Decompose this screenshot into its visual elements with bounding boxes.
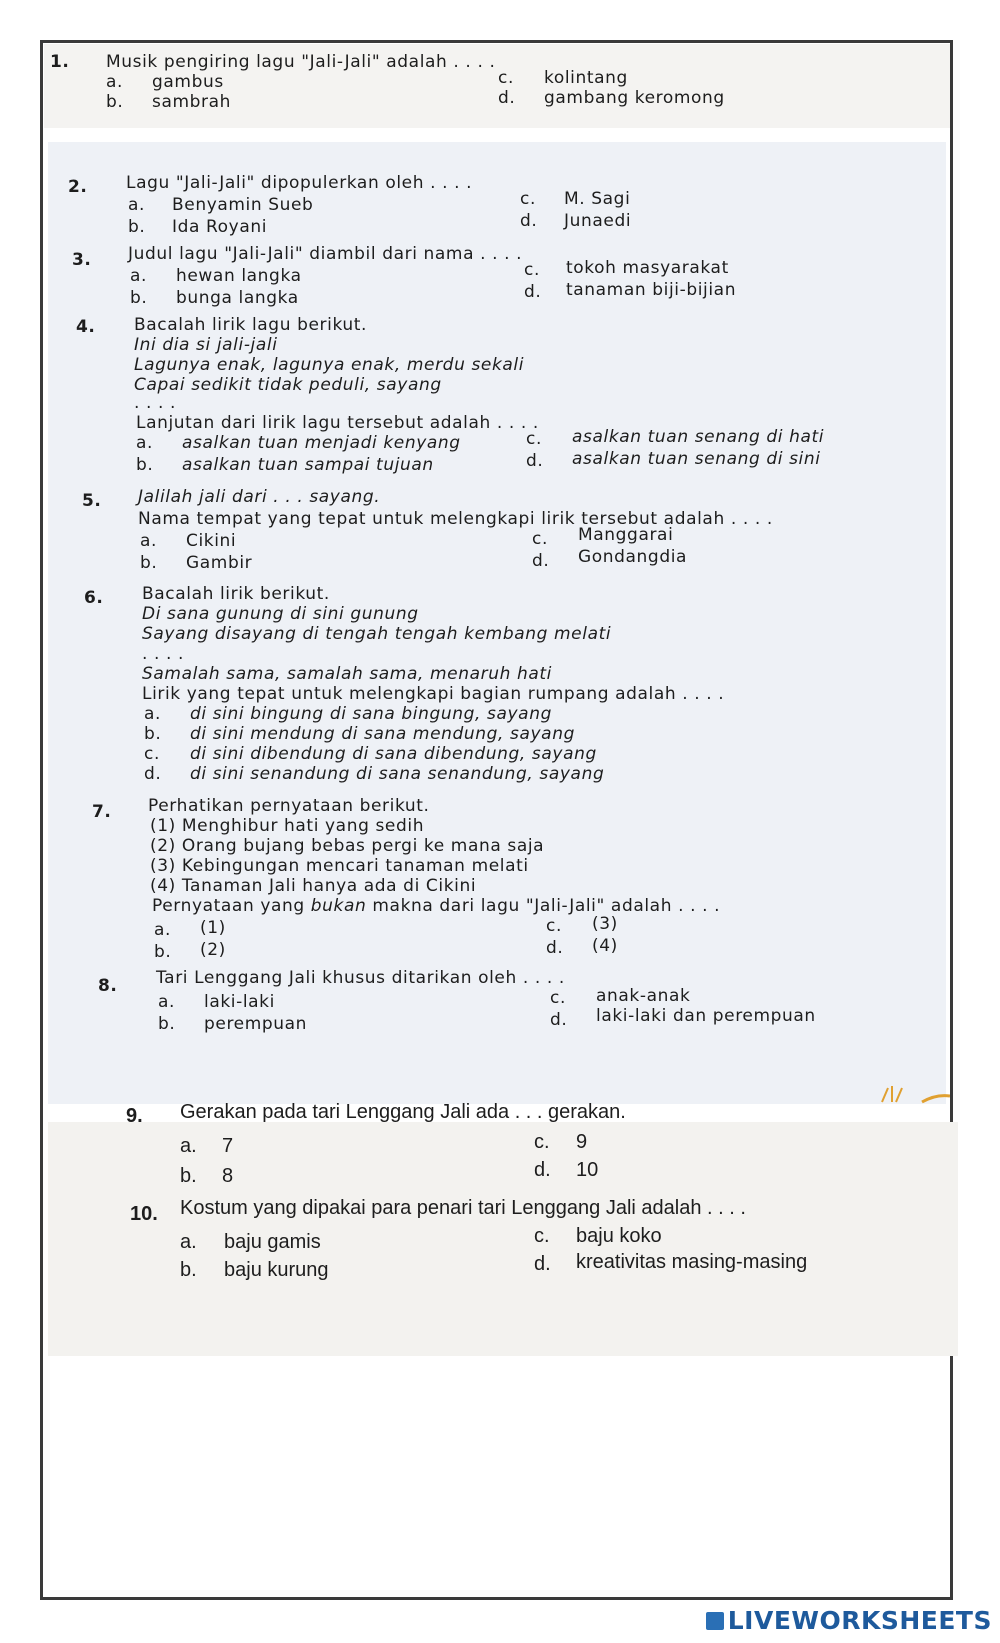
option-d-label: d. [520,211,538,231]
option-a-label: a. [154,920,172,940]
option-b-label: b. [180,1259,197,1281]
question-prompt: Lirik yang tepat untuk melengkapi bagian rumpang adalah . . . . [142,684,725,704]
question-lyric: Jalilah jali dari . . . sayang. [138,487,381,507]
option-b[interactable]: perempuan [204,1014,308,1034]
option-b-label: b. [144,724,162,744]
question-stem: Lagu "Jali-Jali" dipopulerkan oleh . . . . [126,173,473,193]
option-d-label: d. [532,551,550,571]
question-intro: Bacalah lirik lagu berikut. [134,315,368,335]
option-c-label: c. [144,744,160,764]
option-b[interactable]: Gambir [186,553,253,573]
option-b-label: b. [140,553,158,573]
brand-logo [706,1606,992,1635]
question-stem: Tari Lenggang Jali khusus ditarikan oleh . . . . [156,968,565,988]
option-b-label: b. [106,92,124,112]
option-d[interactable]: di sini senandung di sana senandung, sayang [190,764,605,784]
option-a-label: a. [106,72,124,92]
option-a[interactable]: hewan langka [176,266,302,286]
question-stem: Judul lagu "Jali-Jali" diambil dari nama . . . . [128,244,523,264]
option-d-label: d. [534,1253,551,1275]
lyric-line: Capai sedikit tidak peduli, sayang [134,375,442,395]
option-d[interactable]: laki-laki dan perempuan [596,1006,816,1026]
option-d[interactable]: Junaedi [564,211,632,231]
option-a[interactable]: asalkan tuan menjadi kenyang [182,433,461,453]
question-number: 9. [126,1105,143,1127]
option-a-label: a. [136,433,154,453]
lyric-blank: . . . . [142,644,185,664]
option-b[interactable]: (2) [200,940,226,960]
option-b[interactable]: 8 [222,1165,234,1187]
question-stem: Kostum yang dipakai para penari tari Lenggang Jali adalah . . . . [180,1197,746,1219]
option-a-label: a. [180,1231,197,1253]
option-a[interactable]: 7 [222,1135,234,1157]
question-number: 10. [130,1203,158,1225]
question-number: 4. [76,317,96,337]
question-stem: Musik pengiring lagu "Jali-Jali" adalah . . . . [106,52,496,72]
option-d[interactable]: tanaman biji-bijian [566,280,737,300]
option-b[interactable]: baju kurung [224,1259,329,1281]
option-b[interactable]: Ida Royani [172,217,268,237]
option-a[interactable]: Cikini [186,531,237,551]
option-c-label: c. [546,916,562,936]
option-c[interactable]: Manggarai [578,525,674,545]
option-a[interactable]: laki-laki [204,992,275,1012]
option-a-label: a. [130,266,148,286]
question-number: 1. [50,52,70,72]
option-d[interactable]: asalkan tuan senang di sini [572,449,821,469]
option-a-label: a. [180,1135,197,1157]
statement-1: (1) Menghibur hati yang sedih [150,816,425,836]
statement-3: (3) Kebingungan mencari tanaman melati [150,856,529,876]
question-stem: Gerakan pada tari Lenggang Jali ada . . . gerakan. [180,1101,626,1123]
option-c-label: c. [498,68,514,88]
question-intro: Perhatikan pernyataan berikut. [148,796,430,816]
option-d-label: d. [144,764,162,784]
option-a-label: a. [158,992,176,1012]
question-number: 7. [92,802,112,822]
option-a[interactable]: di sini bingung di sana bingung, sayang [190,704,552,724]
question-number: 6. [84,588,104,608]
option-a-label: a. [128,195,146,215]
option-c[interactable]: M. Sagi [564,189,631,209]
option-c-label: c. [526,429,542,449]
question-number: 2. [68,177,88,197]
statement-4: (4) Tanaman Jali hanya ada di Cikini [150,876,477,896]
option-c[interactable]: baju koko [576,1225,662,1247]
prompt-text: makna dari lagu "Jali-Jali" adalah . . . . [366,896,721,916]
option-d-label: d. [524,282,542,302]
option-b-label: b. [158,1014,176,1034]
option-b-label: b. [128,217,146,237]
option-d-label: d. [526,451,544,471]
option-d-label: d. [546,938,564,958]
option-a[interactable]: Benyamin Sueb [172,195,314,215]
option-b-label: b. [130,288,148,308]
option-b[interactable]: di sini mendung di sana mendung, sayang [190,724,575,744]
question-prompt: Nama tempat yang tepat untuk melengkapi lirik tersebut adalah . . . . [138,509,773,529]
option-d[interactable]: Gondangdia [578,547,688,567]
liveworksheets-icon [706,1612,724,1630]
lyric-line: Ini dia si jali-jali [134,335,278,355]
statement-2: (2) Orang bujang bebas pergi ke mana saja [150,836,545,856]
question-intro: Bacalah lirik berikut. [142,584,330,604]
option-d[interactable]: 10 [576,1159,599,1181]
option-a[interactable]: baju gamis [224,1231,321,1253]
option-b[interactable]: sambrah [152,92,232,112]
prompt-emphasis: bukan [310,896,367,916]
option-a-label: a. [140,531,158,551]
brand-name: LIVEWORKSHEETS [727,1606,992,1635]
option-c-label: c. [532,529,548,549]
option-c-label: c. [534,1225,550,1247]
question-number: 8. [98,976,118,996]
option-d-label: d. [550,1010,568,1030]
option-c[interactable]: tokoh masyarakat [566,258,729,278]
lyric-line: Lagunya enak, lagunya enak, merdu sekali [134,355,525,375]
option-c-label: c. [534,1131,550,1153]
option-c-label: c. [550,988,566,1008]
option-d-label: d. [498,88,516,108]
option-b-label: b. [136,455,154,475]
option-a[interactable]: gambus [152,72,224,92]
option-c[interactable]: asalkan tuan senang di hati [572,427,825,447]
option-c[interactable]: kolintang [544,68,628,88]
lyric-blank: . . . . [134,393,177,413]
option-c-label: c. [520,189,536,209]
option-c[interactable]: anak-anak [596,986,691,1006]
option-d[interactable]: (4) [592,936,618,956]
option-a[interactable]: (1) [200,918,226,938]
lyric-line: Di sana gunung di sini gunung [142,604,419,624]
option-a-label: a. [144,704,162,724]
option-d[interactable]: gambang keromong [544,88,725,108]
lyric-line: Sayang disayang di tengah tengah kembang melati [142,624,612,644]
option-c-label: c. [524,260,540,280]
option-c[interactable]: (3) [592,914,618,934]
lyric-line: Samalah sama, samalah sama, menaruh hati [142,664,552,684]
option-b[interactable]: asalkan tuan sampai tujuan [182,455,434,475]
question-number: 3. [72,250,92,270]
scan-artifact-icon [862,1082,950,1104]
option-d-label: d. [534,1159,551,1181]
option-b-label: b. [154,942,172,962]
option-c[interactable]: di sini dibendung di sana dibendung, sayang [190,744,597,764]
question-number: 5. [82,491,102,511]
option-d[interactable]: kreativitas masing-masing [576,1251,808,1273]
question-prompt: Lanjutan dari lirik lagu tersebut adalah . . . . [136,413,539,433]
option-b-label: b. [180,1165,197,1187]
option-b[interactable]: bunga langka [176,288,299,308]
prompt-text: Pernyataan yang [152,896,311,916]
option-c[interactable]: 9 [576,1131,588,1153]
question-prompt [152,896,720,917]
